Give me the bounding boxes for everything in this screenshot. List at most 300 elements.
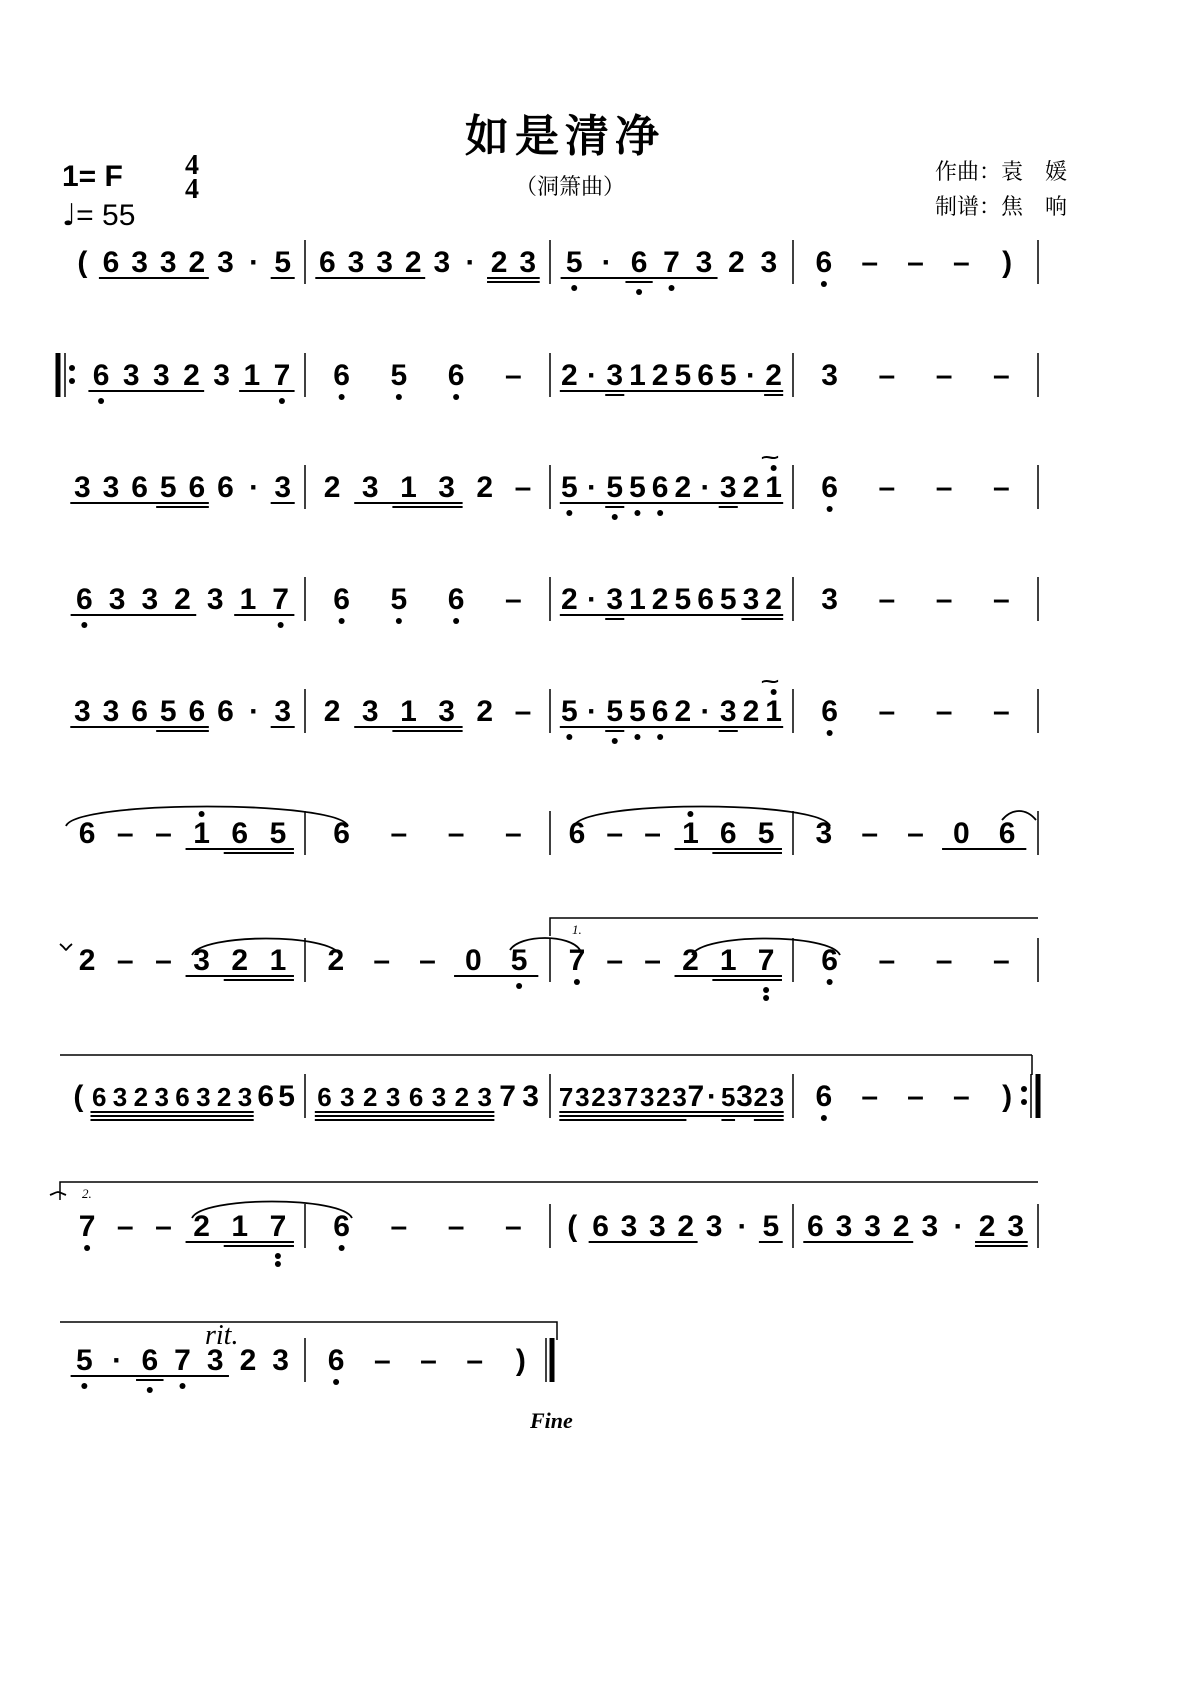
note-–: – (952, 246, 970, 279)
note-5: 5 (757, 817, 775, 850)
note-5: 5 (606, 471, 624, 504)
note-–: – (116, 944, 134, 977)
note-6: 6 (568, 817, 586, 850)
repeat-dot (1021, 1086, 1027, 1092)
octave-dot-below (657, 510, 663, 516)
note-7: 7 (499, 1080, 516, 1113)
note-2: 2 (327, 944, 345, 977)
note-1: 1 (765, 471, 782, 504)
note-3: 3 (620, 1210, 638, 1243)
note-–: – (155, 944, 172, 977)
note-3: 3 (607, 1082, 622, 1112)
note-7: 7 (687, 1080, 705, 1113)
note-·: · (601, 246, 612, 279)
note-3: 3 (1007, 1210, 1025, 1243)
note-2: 2 (742, 471, 760, 504)
note-·: · (707, 1080, 718, 1113)
note-5: 5 (629, 471, 646, 504)
note-5: 5 (719, 359, 737, 392)
note-2: 2 (591, 1082, 606, 1112)
note-3: 3 (347, 246, 365, 279)
note-2: 2 (742, 695, 760, 728)
note-3: 3 (340, 1082, 355, 1112)
note-1: 1 (231, 1210, 249, 1243)
octave-dot-below (333, 1379, 339, 1385)
note-–: – (952, 1080, 970, 1113)
note-–: – (116, 817, 134, 850)
note-3: 3 (102, 695, 120, 728)
note-3: 3 (438, 471, 455, 504)
note-1: 1 (193, 817, 210, 850)
note-3: 3 (477, 1082, 492, 1112)
octave-dot-below (98, 398, 104, 404)
note-–: – (861, 246, 879, 279)
note-–: – (505, 1210, 522, 1243)
note-3: 3 (760, 246, 778, 279)
octave-dot-below (180, 1383, 186, 1389)
note-3: 3 (213, 359, 230, 392)
note-–: – (606, 817, 624, 850)
note-–: – (935, 359, 953, 392)
note-–: – (935, 471, 953, 504)
note-0: 0 (464, 944, 482, 977)
note-1: 1 (400, 471, 417, 504)
octave-dot-below (827, 506, 833, 512)
tempo-text: = 55 (76, 199, 136, 232)
note-6: 6 (821, 695, 838, 728)
note-–: – (505, 817, 522, 850)
note-3: 3 (131, 246, 148, 279)
note-2: 2 (656, 1082, 671, 1112)
octave-dot-below (571, 285, 577, 291)
note-6: 6 (92, 359, 110, 392)
volta-1-bracket (550, 918, 1038, 936)
note-6: 6 (333, 359, 350, 392)
note-3: 3 (433, 246, 451, 279)
octave-dot-below (81, 1383, 87, 1389)
note-3: 3 (141, 583, 159, 616)
note-7: 7 (269, 1210, 287, 1243)
note-3: 3 (606, 583, 624, 616)
octave-dot-above (687, 811, 693, 817)
note-–: – (878, 583, 896, 616)
note-–: – (993, 583, 1010, 616)
note-–: – (935, 944, 953, 977)
note-6: 6 (188, 695, 206, 728)
note-6: 6 (806, 1210, 824, 1243)
note-3: 3 (196, 1082, 211, 1112)
note-6: 6 (630, 246, 648, 279)
octave-dot-below (566, 510, 572, 516)
note-2: 2 (454, 1082, 470, 1112)
note-–: – (861, 1080, 879, 1113)
note-·: · (249, 246, 260, 279)
note-·: · (587, 695, 598, 728)
note-·: · (587, 583, 598, 616)
note-7: 7 (623, 1082, 639, 1112)
mordent-icon: ⁓ (761, 671, 779, 692)
octave-dot-below (636, 289, 642, 295)
note-1: 1 (239, 583, 257, 616)
note-5: 5 (762, 1210, 780, 1243)
note-3: 3 (648, 1210, 666, 1243)
note-3: 3 (112, 1082, 128, 1112)
note-6: 6 (317, 1082, 332, 1112)
note-2: 2 (490, 246, 508, 279)
note-7: 7 (174, 1344, 191, 1377)
note-3: 3 (108, 583, 126, 616)
note-3: 3 (672, 1082, 687, 1112)
note-5: 5 (561, 471, 578, 504)
note-2: 2 (231, 944, 249, 977)
note-2: 2 (765, 359, 782, 392)
note-2: 2 (561, 359, 578, 392)
note-7: 7 (273, 359, 291, 392)
note-3: 3 (575, 1082, 590, 1112)
note-2: 2 (561, 583, 578, 616)
octave-dot-below (657, 734, 663, 740)
slur (60, 944, 72, 950)
note-3: 3 (705, 1210, 723, 1243)
note-6: 6 (76, 583, 93, 616)
note-2: 2 (476, 471, 494, 504)
note-–: – (993, 695, 1010, 728)
note-3: 3 (272, 1344, 289, 1377)
octave-dot-below (574, 979, 580, 985)
note-–: – (447, 1210, 465, 1243)
note-6: 6 (141, 1344, 159, 1377)
note-3: 3 (237, 1082, 253, 1112)
note-–: – (514, 695, 532, 728)
note-–: – (505, 583, 522, 616)
octave-dot-below (763, 987, 769, 993)
octave-dot-below (278, 622, 284, 628)
note-0: 0 (952, 817, 970, 850)
note-2: 2 (978, 1210, 996, 1243)
note-6: 6 (257, 1080, 275, 1113)
note-(: ( (77, 246, 88, 279)
note-·: · (700, 471, 711, 504)
note-–: – (420, 1344, 437, 1377)
note-3: 3 (376, 246, 393, 279)
note-2: 2 (363, 1082, 378, 1112)
note-3: 3 (154, 1082, 169, 1112)
note-–: – (993, 944, 1010, 977)
note-–: – (373, 1344, 391, 1377)
note-1: 1 (719, 944, 737, 977)
note-–: – (878, 471, 896, 504)
note-2: 2 (476, 695, 494, 728)
note-6: 6 (175, 1082, 190, 1112)
note-6: 6 (821, 471, 838, 504)
note-1: 1 (629, 359, 646, 392)
note-2: 2 (183, 359, 200, 392)
mordent-icon: ⁓ (761, 447, 779, 468)
octave-dot-below (612, 738, 618, 744)
note-7: 7 (757, 944, 775, 977)
note-3: 3 (159, 246, 177, 279)
note-5: 5 (390, 583, 408, 616)
note-2: 2 (753, 1082, 768, 1112)
note-3: 3 (719, 471, 737, 504)
note-3: 3 (73, 695, 91, 728)
volta-2-bracket-cont (60, 1322, 557, 1340)
volta-2-label: 2. (82, 1186, 92, 1201)
note-3: 3 (719, 695, 737, 728)
note-5: 5 (278, 1080, 295, 1113)
note-3: 3 (431, 1082, 447, 1112)
note-–: – (993, 471, 1010, 504)
note-7: 7 (568, 944, 586, 977)
note-6: 6 (217, 695, 234, 728)
octave-dot-below (669, 285, 675, 291)
note-6: 6 (131, 471, 148, 504)
note-3: 3 (821, 359, 838, 392)
note-6: 6 (821, 944, 838, 977)
note-·: · (953, 1210, 964, 1243)
note-6: 6 (447, 583, 465, 616)
note-3: 3 (73, 471, 91, 504)
note-6: 6 (447, 359, 465, 392)
note-2: 2 (674, 695, 692, 728)
composer-credit: 作曲：袁 媛 (935, 160, 1068, 185)
note-6: 6 (318, 246, 336, 279)
note-6: 6 (719, 817, 737, 850)
note-·: · (112, 1344, 123, 1377)
note-–: – (644, 817, 661, 850)
note-2: 2 (892, 1210, 910, 1243)
note-2: 2 (682, 944, 699, 977)
note-·: · (587, 471, 598, 504)
octave-dot-below (275, 1261, 281, 1267)
note-6: 6 (998, 817, 1016, 850)
octave-dot-below (827, 730, 833, 736)
note-–: – (644, 944, 661, 977)
note-–: – (907, 1080, 924, 1113)
note-6: 6 (188, 471, 206, 504)
octave-dot-above (199, 811, 205, 817)
note-3: 3 (519, 246, 537, 279)
time-signature-top: 4 (185, 150, 199, 181)
note-1: 1 (682, 817, 699, 850)
note-5: 5 (76, 1344, 93, 1377)
note-2: 2 (174, 583, 191, 616)
note-–: – (419, 944, 436, 977)
fine-marking: Fine (530, 1408, 573, 1433)
note-7: 7 (272, 583, 289, 616)
note-–: – (878, 944, 896, 977)
octave-dot-below (453, 618, 459, 624)
quarter-note-icon: ♩ (62, 198, 77, 233)
note-3: 3 (361, 471, 379, 504)
note-–: – (373, 944, 391, 977)
note-5: 5 (561, 695, 578, 728)
octave-dot-below (566, 734, 572, 740)
note-5: 5 (274, 246, 292, 279)
note-6: 6 (333, 817, 350, 850)
note-2: 2 (188, 246, 206, 279)
octave-dot-below (453, 394, 459, 400)
note-(: ( (73, 1080, 84, 1113)
note-3: 3 (835, 1210, 853, 1243)
note-2: 2 (133, 1082, 149, 1112)
octave-dot-below (339, 394, 345, 400)
note-2: 2 (78, 944, 96, 977)
note-3: 3 (206, 1344, 224, 1377)
note-3: 3 (821, 583, 838, 616)
note-6: 6 (231, 817, 249, 850)
note-(: ( (567, 1210, 578, 1243)
note-5: 5 (719, 583, 737, 616)
octave-dot-below (339, 1245, 345, 1251)
note-5: 5 (565, 246, 583, 279)
note-·: · (745, 359, 756, 392)
note-3: 3 (921, 1210, 939, 1243)
note-): ) (1002, 246, 1013, 279)
octave-dot-below (275, 1253, 281, 1259)
repeat-dot (1021, 1099, 1027, 1105)
note-6: 6 (217, 471, 234, 504)
note-6: 6 (815, 1080, 833, 1113)
note-–: – (390, 1210, 408, 1243)
note-1: 1 (765, 695, 782, 728)
note-–: – (116, 1210, 134, 1243)
note-3: 3 (206, 583, 224, 616)
note-·: · (587, 359, 598, 392)
note-3: 3 (122, 359, 140, 392)
note-–: – (878, 695, 896, 728)
note-–: – (993, 359, 1010, 392)
note-1: 1 (629, 583, 646, 616)
slur (192, 939, 340, 956)
note-6: 6 (78, 817, 96, 850)
note-3: 3 (361, 695, 379, 728)
arranger-credit: 制谱：焦 响 (935, 195, 1068, 220)
note-1: 1 (269, 944, 287, 977)
octave-dot-below (827, 979, 833, 985)
note-5: 5 (629, 695, 646, 728)
note-–: – (935, 695, 953, 728)
score-title: 如是清净 (465, 111, 665, 162)
note-2: 2 (323, 695, 341, 728)
note-1: 1 (400, 695, 417, 728)
note-–: – (907, 246, 924, 279)
note-5: 5 (159, 695, 177, 728)
note-2: 2 (765, 583, 782, 616)
time-signature-bottom: 4 (185, 174, 199, 205)
note-5: 5 (674, 359, 692, 392)
note-5: 5 (159, 471, 177, 504)
note-5: 5 (606, 695, 624, 728)
note-2: 2 (323, 471, 341, 504)
note-3: 3 (102, 471, 120, 504)
note-–: – (606, 944, 624, 977)
octave-dot-below (84, 1245, 90, 1251)
note-3: 3 (438, 695, 455, 728)
octave-dot-below (396, 618, 402, 624)
note-–: – (155, 1210, 172, 1243)
note-3: 3 (742, 583, 760, 616)
note-–: – (155, 817, 172, 850)
note-3: 3 (769, 1082, 785, 1112)
note-·: · (249, 695, 260, 728)
note-–: – (390, 817, 408, 850)
note-1: 1 (243, 359, 261, 392)
repeat-dot (69, 365, 75, 371)
note-6: 6 (697, 359, 714, 392)
octave-dot-below (634, 510, 640, 516)
note-3: 3 (864, 1210, 881, 1243)
octave-dot-below (339, 618, 345, 624)
slur (50, 1192, 66, 1195)
note-2: 2 (677, 1210, 695, 1243)
note-3: 3 (522, 1080, 539, 1113)
note-·: · (700, 695, 711, 728)
note-2: 2 (404, 246, 422, 279)
note-5: 5 (510, 944, 528, 977)
score-subtitle: （洞箫曲） (514, 175, 625, 200)
note-–: – (935, 583, 953, 616)
note-5: 5 (674, 583, 692, 616)
note-–: – (861, 817, 879, 850)
note-3: 3 (153, 359, 170, 392)
note-5: 5 (269, 817, 287, 850)
note-·: · (249, 471, 260, 504)
octave-dot-below (763, 995, 769, 1001)
repeat-dot (69, 378, 75, 384)
note-–: – (505, 359, 522, 392)
note-·: · (465, 246, 476, 279)
volta-1-label: 1. (572, 922, 582, 937)
octave-dot-below (634, 734, 640, 740)
note-–: – (447, 817, 465, 850)
note-3: 3 (274, 695, 292, 728)
note-6: 6 (333, 1210, 350, 1243)
note-6: 6 (697, 583, 714, 616)
note-5: 5 (721, 1082, 736, 1112)
ritardando-marking: rit. (205, 1320, 239, 1351)
octave-dot-below (396, 394, 402, 400)
note-2: 2 (728, 246, 745, 279)
note-6: 6 (592, 1210, 609, 1243)
note-3: 3 (815, 817, 833, 850)
note-7: 7 (558, 1082, 574, 1112)
note-3: 3 (217, 246, 234, 279)
note-2: 2 (216, 1082, 232, 1112)
note-3: 3 (695, 246, 713, 279)
note-): ) (515, 1344, 526, 1377)
note-3: 3 (736, 1080, 753, 1113)
note-): ) (1002, 1080, 1013, 1113)
note-7: 7 (663, 246, 680, 279)
octave-dot-below (821, 1115, 827, 1121)
note-6: 6 (815, 246, 833, 279)
note-–: – (907, 817, 924, 850)
note-6: 6 (651, 695, 669, 728)
note-5: 5 (390, 359, 408, 392)
octave-dot-below (821, 281, 827, 287)
octave-dot-below (516, 983, 522, 989)
note-–: – (514, 471, 532, 504)
note-3: 3 (274, 471, 292, 504)
note-2: 2 (651, 583, 669, 616)
note-–: – (466, 1344, 484, 1377)
note-6: 6 (91, 1082, 107, 1112)
note-2: 2 (239, 1344, 257, 1377)
note-2: 2 (193, 1210, 210, 1243)
note-6: 6 (333, 583, 350, 616)
note-3: 3 (193, 944, 210, 977)
